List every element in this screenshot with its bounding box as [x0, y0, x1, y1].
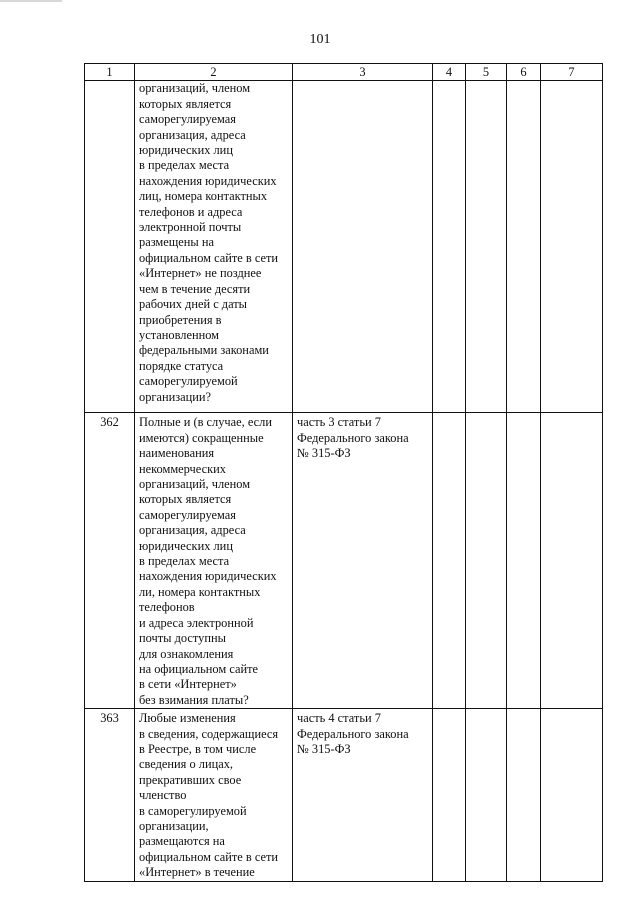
question-line: официальном сайте в сети — [139, 849, 279, 864]
question-line: порядке статуса — [139, 358, 224, 373]
question-line: для ознакомления — [139, 646, 234, 661]
question-line: установленном — [139, 327, 220, 342]
cell-col-5 — [466, 81, 507, 413]
question-line: и адреса электронной — [139, 615, 254, 630]
row-number — [85, 81, 135, 413]
question-line: наименования — [139, 446, 215, 461]
question-line: организаций, членом — [139, 477, 251, 492]
question-line: на официальном сайте — [139, 661, 259, 676]
question-cell — [135, 413, 293, 709]
header-col-7: 7 — [541, 64, 603, 81]
reference-line: Федерального закона — [297, 726, 409, 741]
table-header-row — [85, 64, 603, 81]
checklist-table — [84, 63, 603, 882]
question-line: имеются) сокращенные — [139, 430, 264, 445]
question-line: саморегулируемой — [139, 374, 238, 389]
question-line: ли, номера контактных — [139, 584, 261, 599]
question-line: федеральными законами — [139, 343, 269, 358]
question-line: официальном сайте в сети — [139, 250, 279, 265]
question-line: нахождения юридических — [139, 569, 277, 584]
question-line: размещаются на — [139, 834, 225, 849]
question-line: организация, адреса — [139, 523, 246, 538]
question-line: которых является — [139, 492, 232, 507]
question-line: в сети «Интернет» — [139, 677, 237, 692]
reference-line: часть 3 статьи 7 — [297, 415, 381, 430]
reference-line: № 315-ФЗ — [297, 741, 351, 756]
question-line: саморегулируемая — [139, 507, 236, 522]
table-row — [85, 709, 603, 881]
header-col-5: 5 — [466, 64, 507, 81]
question-line: членство — [139, 788, 187, 803]
question-line: прекративших свое — [139, 772, 242, 787]
question-line: электронной почты — [139, 220, 242, 235]
scan-edge-mark — [0, 0, 62, 2]
question-line: приобретения в — [139, 312, 222, 327]
header-col-1: 1 — [85, 64, 135, 81]
question-line: организации, — [139, 818, 209, 833]
question-line: организаций, членом — [139, 81, 251, 96]
cell-col-7 — [541, 81, 603, 413]
row-number: 363 — [85, 709, 135, 881]
question-line: саморегулируемая — [139, 112, 236, 127]
question-line: телефонов — [139, 600, 195, 615]
row-number: 362 — [85, 413, 135, 709]
table-row — [85, 413, 603, 709]
cell-col-4 — [433, 413, 466, 709]
question-line: чем в течение десяти — [139, 281, 251, 296]
cell-col-5 — [466, 709, 507, 881]
question-line: нахождения юридических — [139, 173, 277, 188]
question-line: «Интернет» не позднее — [139, 266, 262, 281]
header-col-6: 6 — [507, 64, 541, 81]
cell-col-4 — [433, 81, 466, 413]
question-line: в пределах места — [139, 158, 230, 173]
question-line: лиц, номера контактных — [139, 189, 268, 204]
reference-line: часть 4 статьи 7 — [297, 711, 381, 726]
question-cell — [135, 709, 293, 881]
reference-cell — [293, 81, 433, 413]
question-line: Любые изменения — [139, 711, 236, 726]
question-line: почты доступны — [139, 631, 226, 646]
question-line: юридических лиц — [139, 538, 233, 553]
question-line: без взимания платы? — [139, 692, 249, 707]
question-line: рабочих дней с даты — [139, 297, 248, 312]
question-line: телефонов и адреса — [139, 204, 243, 219]
cell-col-6 — [507, 709, 541, 881]
question-line: в саморегулируемой — [139, 803, 247, 818]
cell-col-7 — [541, 413, 603, 709]
question-line: в пределах места — [139, 554, 230, 569]
cell-col-7 — [541, 709, 603, 881]
table-row — [85, 81, 603, 413]
question-line: которых является — [139, 96, 232, 111]
reference-cell — [293, 413, 433, 709]
page-number: 101 — [309, 32, 331, 47]
reference-line: № 315-ФЗ — [297, 446, 351, 461]
header-col-4: 4 — [433, 64, 466, 81]
reference-cell — [293, 709, 433, 881]
cell-col-4 — [433, 709, 466, 881]
question-line: организации? — [139, 389, 212, 404]
question-line: «Интернет» в течение — [139, 865, 255, 880]
question-line: организация, адреса — [139, 127, 246, 142]
cell-col-6 — [507, 81, 541, 413]
question-line: в Реестре, в том числе — [139, 741, 257, 756]
question-line: сведения о лицах, — [139, 757, 234, 772]
question-line: юридических лиц — [139, 143, 233, 158]
question-line: размещены на — [139, 235, 214, 250]
header-col-3: 3 — [293, 64, 433, 81]
cell-col-5 — [466, 413, 507, 709]
question-cell — [135, 81, 293, 413]
header-col-2: 2 — [135, 64, 293, 81]
question-line: некоммерческих — [139, 461, 226, 476]
cell-col-6 — [507, 413, 541, 709]
question-line: Полные и (в случае, если — [139, 415, 272, 430]
question-line: в сведения, содержащиеся — [139, 726, 279, 741]
reference-line: Федерального закона — [297, 430, 409, 445]
